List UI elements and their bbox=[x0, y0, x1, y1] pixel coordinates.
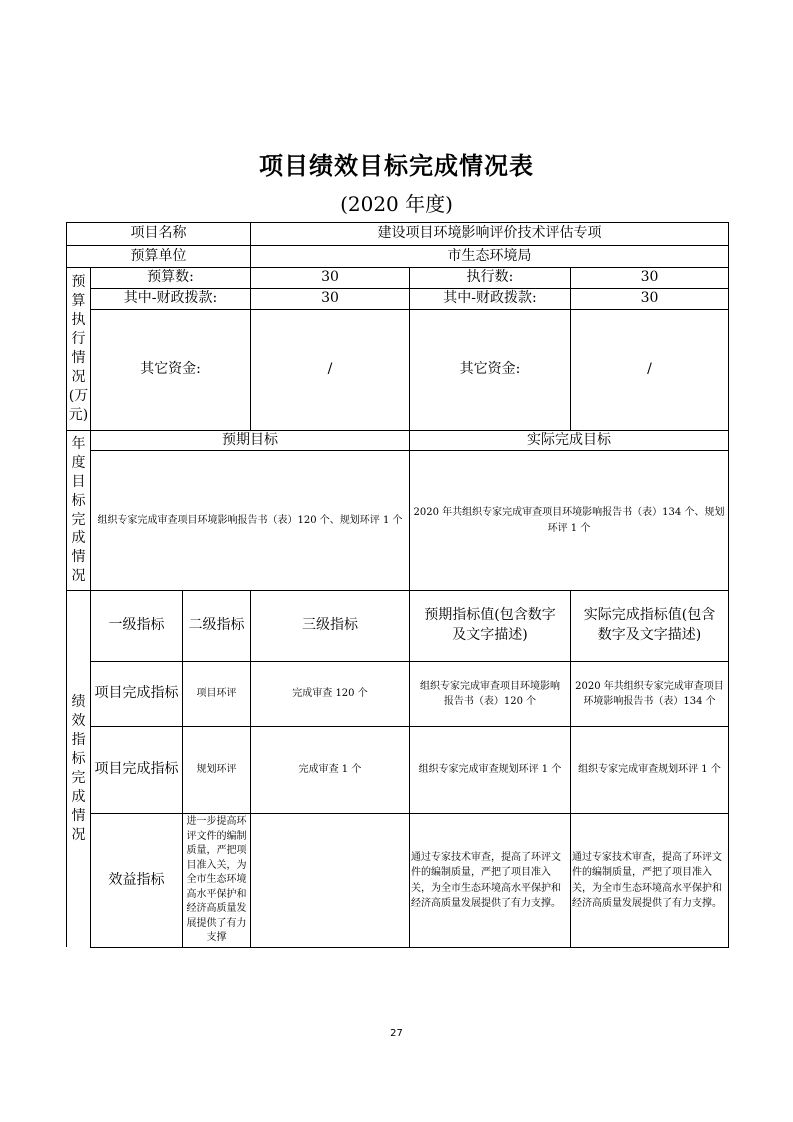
budget-unit-label: 预算单位 bbox=[130, 247, 187, 264]
table-row-level1: 项目完成指标 bbox=[94, 761, 179, 778]
table-row-actual: 2020 年共组织专家完成审查项目环境影响报告书（表）134 个 bbox=[575, 680, 724, 707]
fiscal-allocation-label: 其中-财政拨款: bbox=[123, 290, 218, 307]
page-number: 27 bbox=[390, 1028, 403, 1039]
table-row-actual: 通过专家技术审查，提高了环评文件的编制质量，严把了项目准入关，为全市生态环境高水平保护和经济高质量发展提供了有力支撑。 bbox=[572, 851, 722, 909]
other-funds-value: / bbox=[327, 361, 333, 378]
expected-goal-header: 预期目标 bbox=[222, 431, 278, 448]
table-row-level2: 项目环评 bbox=[196, 688, 237, 700]
indicators-section-label: 绩 效 指 标 完 成 情 况 bbox=[71, 694, 86, 843]
fiscal-allocation-value-executed: 30 bbox=[640, 290, 659, 307]
fiscal-allocation-label-executed: 其中-财政拨款: bbox=[443, 290, 537, 307]
budget-unit-value: 市生态环境局 bbox=[447, 247, 532, 264]
budget-amount-value: 30 bbox=[321, 269, 339, 286]
header-actual-value: 实际完成指标值(包含数字及文字描述) bbox=[583, 607, 716, 643]
table-row-expected: 组织专家完成审查规划环评 1 个 bbox=[418, 764, 562, 776]
annual-goals-section-label: 年 度 目 标 完 成 情 况 bbox=[71, 435, 86, 585]
actual-goal-header: 实际完成目标 bbox=[527, 431, 611, 448]
other-funds-label-executed: 其它资金: bbox=[459, 361, 521, 378]
table-row-level2: 进一步提高环评文件的编制质量，严把项目准入关，为全市生态环境高水平保护和经济高质量发展提供了有力支撑 bbox=[186, 816, 247, 944]
table-row-level3: 完成审查 120 个 bbox=[292, 688, 368, 700]
executed-amount-value: 30 bbox=[640, 269, 659, 286]
table-row-level3 bbox=[251, 814, 409, 947]
table-row-actual: 组织专家完成审查规划环评 1 个 bbox=[578, 764, 721, 776]
table-rule bbox=[728, 222, 729, 948]
table-row-level1: 项目完成指标 bbox=[94, 685, 179, 702]
page-subtitle-year: (2020 年度) bbox=[340, 192, 453, 216]
page-title: 项目绩效目标完成情况表 bbox=[259, 151, 534, 180]
header-level2-indicator: 二级指标 bbox=[188, 617, 245, 634]
expected-goal-text: 组织专家完成审查项目环境影响报告书（表）120 个、规划环评 1 个 bbox=[97, 514, 403, 526]
other-funds-label: 其它资金: bbox=[140, 361, 201, 378]
other-funds-value-executed: / bbox=[647, 361, 652, 378]
budget-amount-label: 预算数: bbox=[147, 269, 194, 286]
header-level3-indicator: 三级指标 bbox=[302, 617, 358, 634]
header-expected-value: 预期指标值(包含数字及文字描述) bbox=[424, 607, 556, 643]
header-level1-indicator: 一级指标 bbox=[108, 617, 165, 634]
table-row-expected: 通过专家技术审查，提高了环评文件的编制质量，严把了项目准入关，为全市生态环境高水平保护和经济高质量发展提供了有力支撑。 bbox=[411, 851, 561, 909]
table-row-expected: 组织专家完成审查项目环境影响报告书（表）120 个 bbox=[420, 680, 560, 707]
table-row-level3: 完成审查 1 个 bbox=[298, 764, 362, 776]
fiscal-allocation-value: 30 bbox=[321, 290, 339, 307]
project-name-value: 建设项目环境影响评价技术评估专项 bbox=[377, 225, 602, 242]
table-row-level2: 规划环评 bbox=[196, 764, 237, 776]
executed-amount-label: 执行数: bbox=[466, 269, 514, 286]
table-row-level1: 效益指标 bbox=[108, 871, 165, 888]
project-name-label: 项目名称 bbox=[130, 225, 187, 242]
actual-goal-text: 2020 年共组织专家完成审查项目环境影响报告书（表）134 个、规划环评 1 个 bbox=[413, 507, 725, 534]
budget-execution-section-label: 预 算 执 行 情 况 (万 元) bbox=[68, 274, 89, 423]
